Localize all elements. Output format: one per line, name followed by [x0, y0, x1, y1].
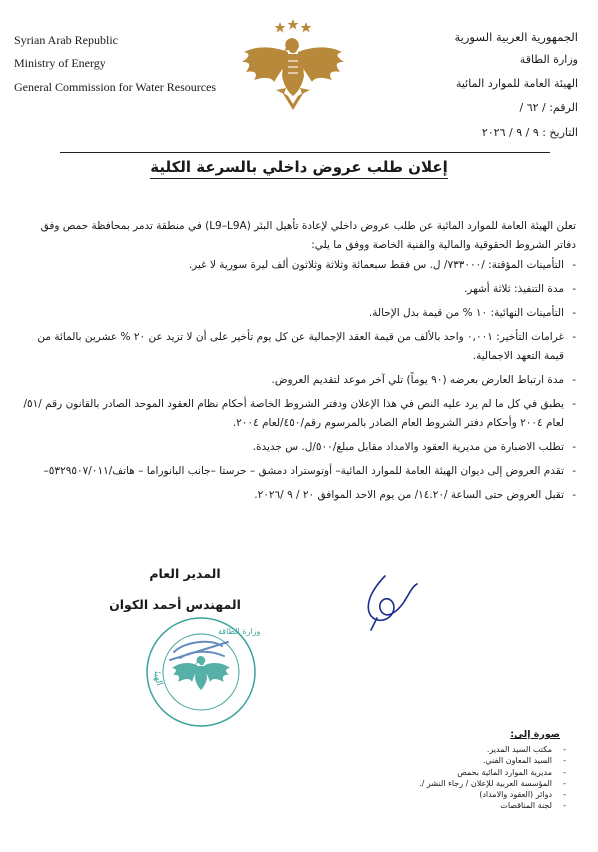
list-item: - تقدم العروض إلى ديوان الهيئة العامة للموارد المائية– أوتوستراد دمشق – حرستا –جانب البانوراما – هاتف/٥٣٢٩٥٠٧/٠١١–	[18, 462, 576, 481]
signatory-role: المدير العام	[149, 566, 221, 581]
syrian-eagle-emblem	[238, 18, 348, 114]
intro-paragraph: تعلن الهيئة العامة للموارد المائية عن طلب عروض داخلي لإعادة تأهيل البئر (L9–L9A) في منطقة تدمر بمحافظة حمص وفق دفاتر الشروط الحقوقية والمالية والفنية الخاصة ووفق ما يلي:	[40, 220, 576, 251]
list-item: - تطلب الاضبارة من مديرية العقود والامداد مقابل مبلغ/٥٠٠/ل. س جديدة.	[18, 438, 576, 457]
cc-list	[419, 744, 566, 812]
official-stamp	[140, 612, 262, 732]
header-ar-ministry: وزارة الطاقة	[519, 53, 578, 66]
header-en-commission: General Commission for Water Resources	[14, 80, 217, 94]
signatory-name: المهندس أحمد الكوان	[109, 597, 241, 612]
list-item: - التأمينات المؤقتة: /٧٣٣٠٠٠/ ل. س فقط سبعمائة وثلاثة وثلاثون ألف ليرة سورية لا غير.	[18, 256, 576, 275]
cc-item: - مكتب السيد المدير.	[419, 744, 566, 755]
cc-item: - المؤسسة العربية للإعلان / رجاء النشر /.	[419, 778, 566, 789]
header-divider	[60, 152, 550, 153]
stamp-ring-text: الهيئ	[151, 671, 164, 688]
cc-item: - السيد المعاون الفني.	[419, 755, 566, 766]
document-date: التاريخ : ٩ / ٩ / ٢٠٢٦	[481, 126, 578, 139]
handwritten-signature	[355, 572, 425, 632]
list-item: - تقبل العروض حتى الساعة /١٤.٢٠/ من يوم الاحد الموافق ٢٠ / ٩ /٢٠٢٦.	[18, 486, 576, 505]
list-item: - مدة التنفيذ: ثلاثة أشهر.	[18, 280, 576, 299]
header-ar-commission: الهيئة العامة للموارد المائية	[455, 77, 578, 90]
list-item: - التأمينات النهائية: ١٠ % من قيمة بدل الإحالة.	[18, 304, 576, 323]
stamp-top-text: وزارة الطاقة	[218, 627, 261, 636]
list-item: - غرامات التأخير: ٠,٠٠١ واحد بالألف من قيمة العقد الإجمالية عن كل يوم تأخير على أن لا تزيد عن ٢٠ % عشرين بالمائة من قيمة التعهد الاجمالية.	[18, 328, 576, 366]
announcement-body	[18, 217, 576, 505]
list-item: - يطبق في كل ما لم يرد عليه النص في هذا الإعلان ودفتر الشروط الخاصة أحكام نظام العقود الموحد الصادر بالقانون رقم /٥١/ لعام ٢٠٠٤ وأحكام دفتر الشروط العام الصادر بالمرسوم رقم/٤٥٠/لعام ٢٠٠٤.	[18, 395, 576, 433]
reference-number: الرقم: / ٦٢ /	[519, 101, 578, 114]
header-ar-country: الجمهورية العربية السورية	[454, 30, 578, 44]
announcement-title: إعلان طلب عروض داخلي بالسرعة الكلية	[0, 158, 598, 176]
cc-item: - مديرية الموارد المائية بحمص	[419, 767, 566, 778]
list-item: - مدة ارتباط العارض بعرضه (٩٠ يوماً) تلي آخر موعد لتقديم العروض.	[18, 371, 576, 390]
cc-item: - دوائر (العقود والامداد)	[419, 789, 566, 800]
cc-title: صورة إلى:	[510, 729, 560, 740]
cc-item: - لجنة المناقصات	[419, 800, 566, 811]
header-en-ministry: Ministry of Energy	[14, 56, 106, 70]
header-en-country: Syrian Arab Republic	[14, 33, 118, 47]
